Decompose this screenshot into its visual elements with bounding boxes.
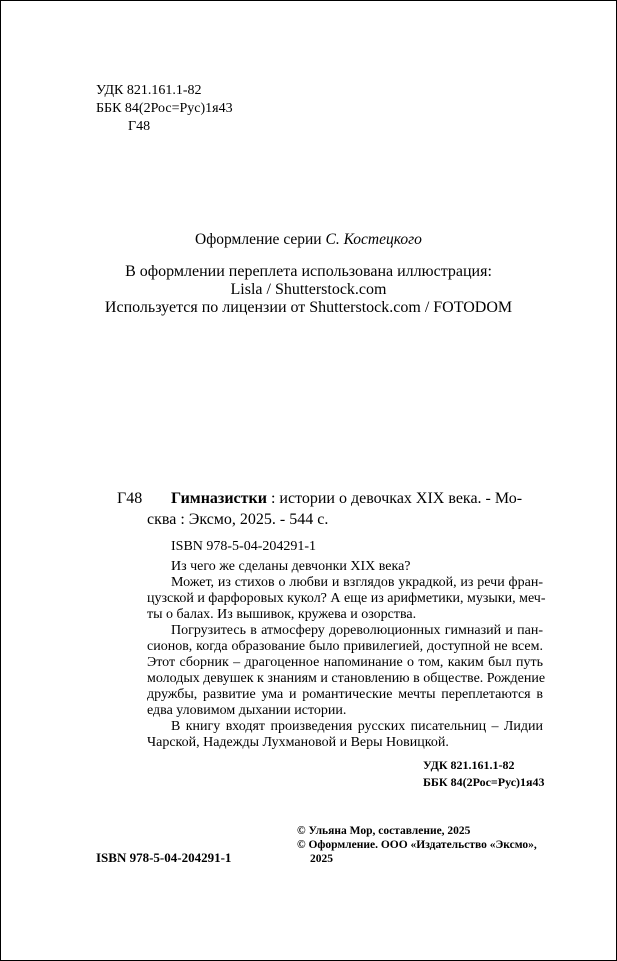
annotation-line: ты о балах. Из вышивок, кружева и озорства. bbox=[147, 607, 417, 622]
bottom-udk: УДК 821.161.1-82 bbox=[423, 758, 515, 772]
annotation-line: Может, из стихов о любви и взглядов украдкой, из речи фран- bbox=[171, 575, 543, 590]
annotation-line: едва уловимом дыхании истории. bbox=[147, 703, 347, 718]
bottom-bbk: ББК 84(2Рос=Рус)1я43 bbox=[423, 775, 545, 789]
top-bbk: ББК 84(2Рос=Рус)1я43 bbox=[96, 101, 233, 116]
top-code: Г48 bbox=[128, 119, 151, 134]
footer-isbn: ISBN 978-5-04-204291-1 bbox=[96, 850, 232, 865]
annotation-line: Погрузитесь в атмосферу дореволюционных гимназий и пан- bbox=[171, 623, 543, 638]
catalog-title-line bbox=[171, 489, 543, 509]
series-design-name: С. Костецкого bbox=[325, 231, 422, 248]
annotation-line: Из чего же сделаны девчонки XIX века? bbox=[171, 559, 411, 574]
series-design-credit bbox=[0, 230, 617, 249]
catalog-isbn: ISBN 978-5-04-204291-1 bbox=[171, 539, 317, 554]
top-udk: УДК 821.161.1-82 bbox=[96, 83, 202, 98]
book-title: Гимназистки bbox=[171, 490, 267, 507]
license-line: Используется по лицензии от Shutterstock.com / FOTODOM bbox=[104, 299, 513, 316]
annotation-line: Этот сборник – драгоценное напоминание о том, каким был путь bbox=[147, 655, 543, 670]
series-design-label: Оформление серии bbox=[195, 231, 322, 248]
annotation-line: цузской и фарфоровых кукол? А еще из арифметики, музыки, меч- bbox=[147, 591, 546, 606]
annotation bbox=[147, 559, 546, 751]
annotation-line: сионов, когда образование было привилегией, доступной не всем. bbox=[147, 639, 543, 654]
annotation-line: В книгу входят произведения русских писательниц – Лидии bbox=[171, 719, 543, 734]
catalog-publisher-line: сква : Эксмо, 2025. - 544 с. bbox=[147, 511, 329, 528]
annotation-line: молодых девушек к знаниям и становлению в обществе. Рождение bbox=[147, 671, 546, 686]
annotation-line: Чарской, Надежды Лухмановой и Веры Новицкой. bbox=[147, 735, 449, 750]
copyright-design: © Оформление. ООО «Издательство «Эксмо», bbox=[297, 839, 537, 851]
cover-illustration-line: В оформлении переплета использована иллюстрация: bbox=[125, 263, 492, 280]
catalog-code: Г48 bbox=[117, 490, 143, 507]
catalog-title-rest: : истории о девочках XIX века. - Мо- bbox=[270, 490, 523, 507]
copyright-compiler: © Ульяна Мор, составление, 2025 bbox=[297, 825, 471, 837]
annotation-line: дружбы, развитие ума и романтические мечты переплетаются в bbox=[147, 687, 543, 702]
copyright-design-year: 2025 bbox=[310, 853, 333, 865]
cover-illustration-source: Lisla / Shutterstock.com bbox=[230, 281, 387, 298]
